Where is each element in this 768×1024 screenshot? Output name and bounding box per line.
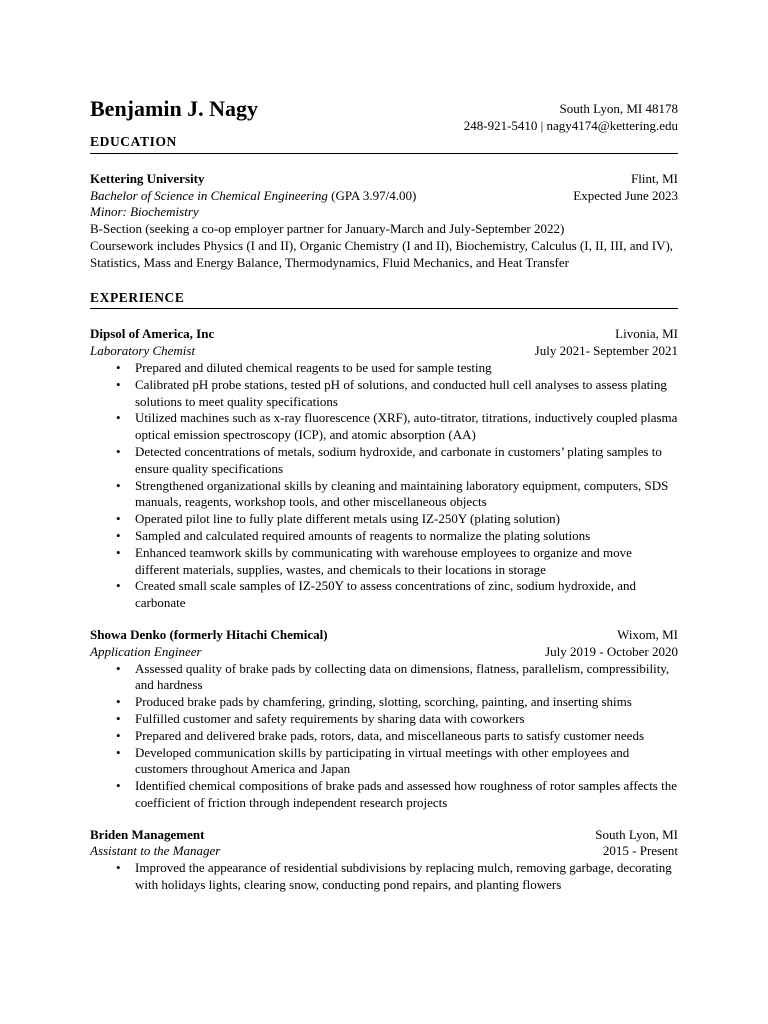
- job-entry: [90, 326, 678, 612]
- job-bullet: • Produced brake pads by chamfering, grinding, slotting, scorching, painting, and inserting shims: [135, 694, 678, 711]
- job-bullet: • Enhanced teamwork skills by communicating with warehouse employees to organize and move different materials, supplies, wastes, and chemicals to their locations in storage: [135, 545, 678, 579]
- coursework: Coursework includes Physics (I and II), Organic Chemistry (I and II), Biochemistry, Calculus (I, II, III, and IV), Statistics, Mass and Energy Balance, Thermodynamics, Fluid Mechanics, and Heat Transfer: [90, 237, 674, 270]
- job-location: Wixom, MI: [617, 626, 678, 642]
- candidate-name: Benjamin J. Nagy: [90, 96, 259, 121]
- job-bullet: • Sampled and calculated required amounts of reagents to normalize the plating solutions: [135, 528, 678, 545]
- job-location: Livonia, MI: [615, 326, 678, 342]
- job-bullets: [90, 360, 678, 612]
- phone-email: 248-921-5410 | nagy4174@kettering.edu: [463, 118, 678, 133]
- company-name: Briden Management: [90, 826, 205, 842]
- job-dates: July 2019 - October 2020: [545, 643, 678, 659]
- contact-block: [464, 96, 678, 134]
- school-name: Kettering University: [90, 170, 205, 186]
- job-entry: [90, 627, 678, 812]
- education-heading: EDUCATION: [90, 134, 678, 154]
- job-bullet: • Prepared and diluted chemical reagents to be used for sample testing: [135, 360, 678, 377]
- job-bullet: • Fulfilled customer and safety requirements by sharing data with coworkers: [135, 711, 678, 728]
- job-bullets: [90, 860, 678, 894]
- minor: Minor: Biochemistry: [90, 204, 199, 220]
- job-bullet: • Identified chemical compositions of brake pads and assessed how roughness of rotor samples affects the coefficient of friction through independent research projects: [135, 778, 678, 812]
- job-role-row: [90, 843, 678, 860]
- job-location: South Lyon, MI: [595, 826, 678, 842]
- job-dates: July 2021- September 2021: [534, 343, 678, 359]
- company-name: Showa Denko (formerly Hitachi Chemical): [90, 626, 328, 642]
- job-title: Laboratory Chemist: [90, 343, 196, 359]
- degree-name: Bachelor of Science in Chemical Engineering: [90, 187, 328, 203]
- company-name: Dipsol of America, Inc: [90, 326, 215, 342]
- gpa: (GPA 3.97/4.00): [327, 187, 417, 203]
- school-row: [90, 171, 678, 188]
- job-dates: 2015 - Present: [602, 843, 678, 859]
- job-role-row: [90, 644, 678, 661]
- address: South Lyon, MI 48178: [559, 101, 678, 116]
- job-role-row: [90, 343, 678, 360]
- job-bullet: • Improved the appearance of residential subdivisions by replacing mulch, removing garbage, decorating with holidays lights, clearing snow, conducting pond repairs, and planting flowers: [135, 860, 678, 894]
- resume-header: [90, 96, 678, 134]
- job-bullet: • Strengthened organizational skills by cleaning and maintaining laboratory equipment, computers, SDS manuals, reagents, workshop tools, and other miscellaneous objects: [135, 478, 678, 512]
- job-header-row: [90, 827, 678, 844]
- job-bullets: [90, 661, 678, 812]
- job-bullet: • Calibrated pH probe stations, tested pH of solutions, and conducted hull cell analyses to assess plating solutions to meet quality specifications: [135, 377, 678, 411]
- resume-content: [90, 96, 678, 894]
- education-section: [90, 171, 678, 272]
- experience-section: [90, 326, 678, 894]
- job-bullet: • Developed communication skills by participating in virtual meetings with other employees and customers throughout America and Japan: [135, 745, 678, 779]
- job-bullet: • Utilized machines such as x-ray fluorescence (XRF), auto-titrator, titrations, inductively coupled plasma optical emission spectroscopy (ICP), and atomic absorption (AA): [135, 410, 678, 444]
- job-entry: [90, 827, 678, 894]
- job-header-row: [90, 326, 678, 343]
- job-title: Assistant to the Manager: [90, 843, 221, 859]
- degree-line: [90, 188, 416, 205]
- job-bullet: • Operated pilot line to fully plate different metals using IZ-250Y (plating solution): [135, 511, 678, 528]
- job-bullet: • Assessed quality of brake pads by collecting data on dimensions, flatness, parallelism, compressibility, and hardness: [135, 661, 678, 695]
- degree-row: [90, 188, 678, 205]
- school-location: Flint, MI: [631, 170, 678, 186]
- job-bullet: • Detected concentrations of metals, sodium hydroxide, and carbonate in customers’ plating samples to ensure quality specifications: [135, 444, 678, 478]
- job-bullet: • Prepared and delivered brake pads, rotors, data, and miscellaneous parts to satisfy customer needs: [135, 728, 678, 745]
- job-title: Application Engineer: [90, 643, 202, 659]
- expected-graduation: Expected June 2023: [573, 187, 678, 203]
- job-header-row: [90, 627, 678, 644]
- section-note: B-Section (seeking a co-op employer partner for January-March and July-September 2022): [90, 221, 565, 237]
- job-bullet: • Created small scale samples of IZ-250Y to assess concentrations of zinc, sodium hydroxide, and carbonate: [135, 578, 678, 612]
- experience-heading: EXPERIENCE: [90, 290, 678, 310]
